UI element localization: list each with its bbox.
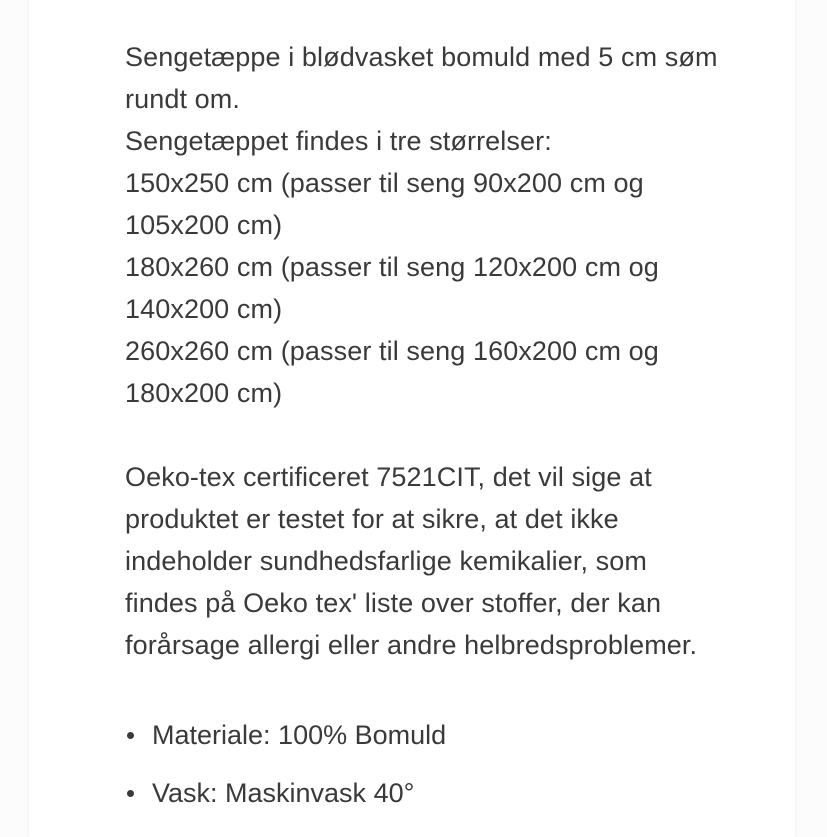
intro-line-1: Sengetæppe i blødvasket bomuld med 5 cm søm	[125, 42, 718, 72]
oeko-tex-paragraph	[125, 456, 805, 666]
oeko-line-5: forårsage allergi eller andre helbredsproblemer.	[125, 630, 698, 660]
size-line-260x260-b: 180x200 cm)	[125, 378, 283, 408]
bullet-icon	[127, 790, 134, 797]
size-line-150x250-b: 105x200 cm)	[125, 210, 283, 240]
size-line-260x260-a: 260x260 cm (passer til seng 160x200 cm og	[125, 336, 659, 366]
oeko-line-2: produktet er testet for at sikre, at det ikke	[125, 504, 619, 534]
list-item	[125, 774, 805, 832]
page-gutter-left	[0, 0, 29, 837]
specification-list	[125, 716, 805, 832]
size-line-180x260-b: 140x200 cm)	[125, 294, 283, 324]
intro-paragraph	[125, 36, 805, 414]
size-line-150x250-a: 150x250 cm (passer til seng 90x200 cm og	[125, 168, 644, 198]
intro-line-3: Sengetæppet findes i tre størrelser:	[125, 126, 552, 156]
oeko-line-4: findes på Oeko tex' liste over stoffer, der kan	[125, 588, 662, 618]
spec-material-label: Materiale: 100% Bomuld	[152, 720, 447, 750]
oeko-line-3: indeholder sundhedsfarlige kemikalier, som	[125, 546, 647, 576]
list-item	[125, 716, 805, 774]
intro-line-2: rundt om.	[125, 84, 240, 114]
section-heading-text	[125, 0, 425, 4]
size-line-180x260-a: 180x260 cm (passer til seng 120x200 cm og	[125, 252, 659, 282]
section-heading-clipped	[125, 0, 425, 8]
oeko-line-1: Oeko-tex certificeret 7521CIT, det vil sige at	[125, 462, 652, 492]
page-sheet	[29, 0, 795, 837]
bullet-icon	[127, 732, 134, 739]
spec-wash-label: Vask: Maskinvask 40°	[152, 778, 415, 808]
